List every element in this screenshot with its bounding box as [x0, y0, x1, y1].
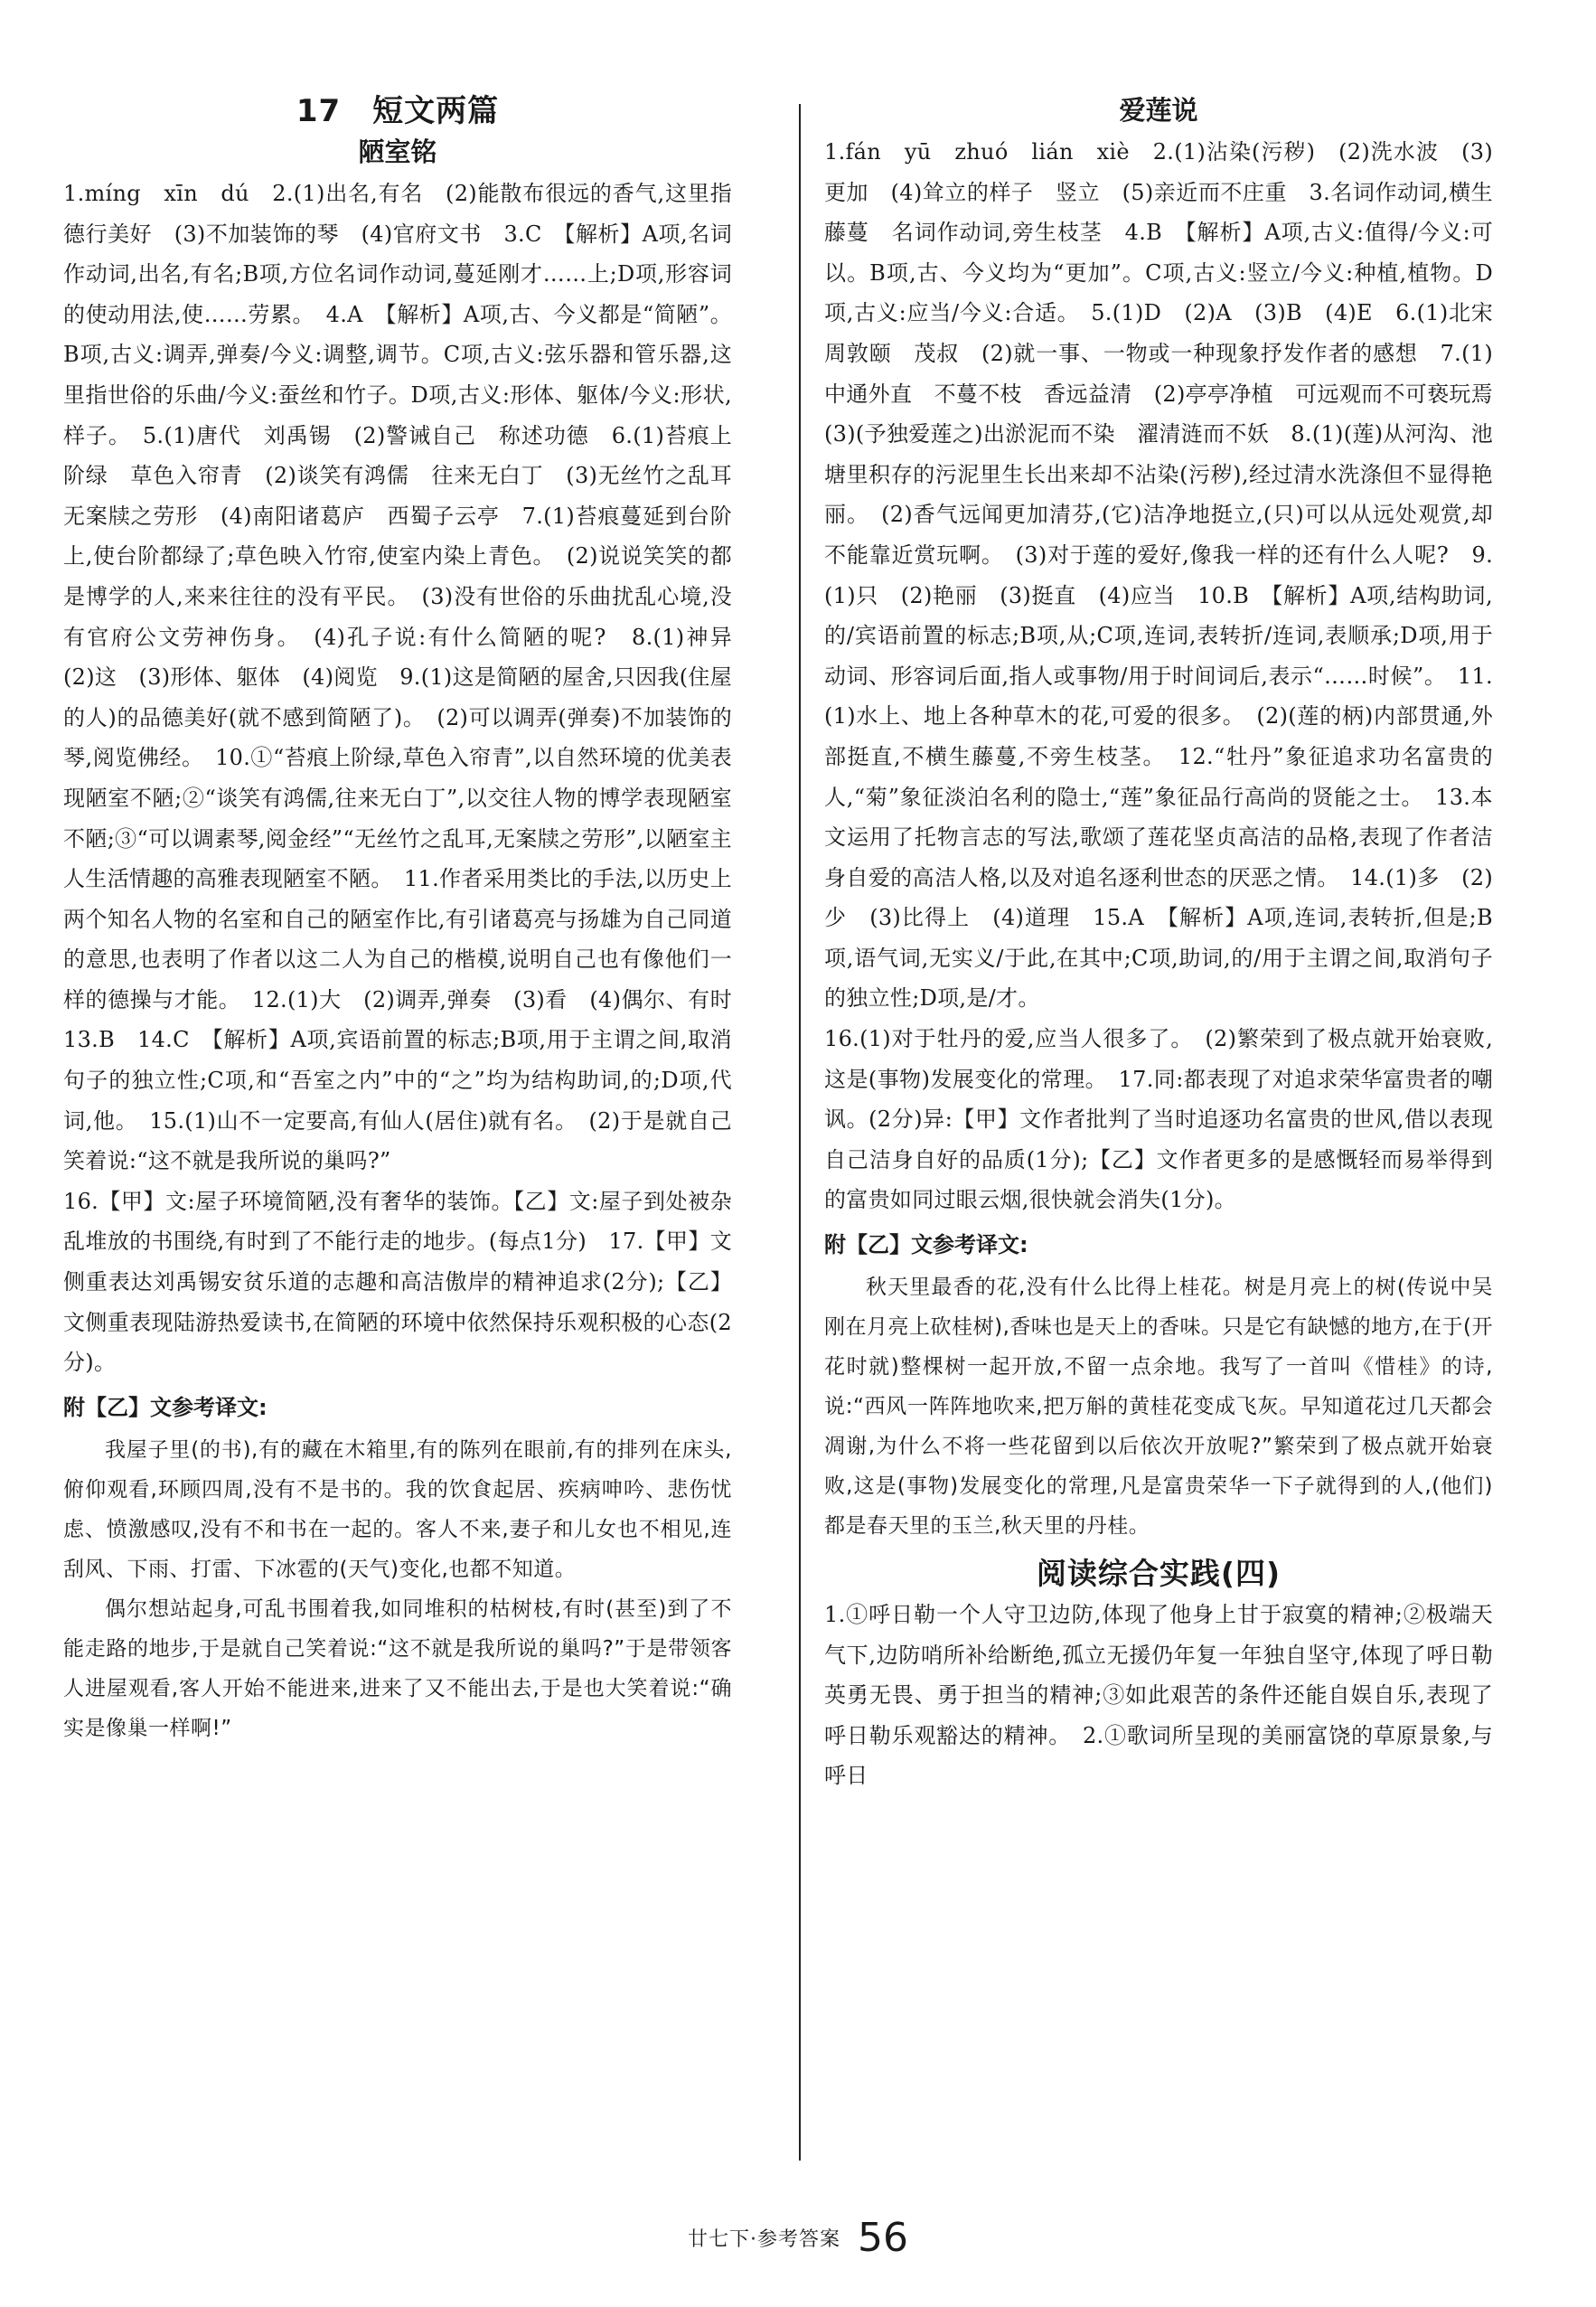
- translation-left-paragraph-1: 我屋子里(的书),有的藏在木箱里,有的陈列在眼前,有的排列在床头,俯仰观看,环顾四周,没有不是书的。我的饮食起居、疾病呻吟、悲伤忧虑、愤激感叹,没有不和书在一起的。客人不来,妻子和儿女也不相见,连刮风、下雨、打雷、下冰雹的(天气)变化,也都不知道。: [63, 1437, 732, 1581]
- page-footer: [0, 2215, 1596, 2261]
- column-divider: [799, 104, 801, 2161]
- lesson-title: 17 短文两篇: [296, 93, 500, 129]
- answers-ailianshuo-comparison: 16.(1)对于牡丹的爱,应当人很多了。 (2)繁荣到了极点就开始衰败,这是(事物)发展变化的常理。 17.同:都表现了对追求荣华富贵者的嘲讽。(2分)异:【甲】文作者批判了当时追逐功名富贵的世风,借以表现自己洁身自好的品质(1分);【乙】文作者更多的是感慨轻而易举得到的富贵如同过眼云烟,很快就会消失(1分)。: [824, 1026, 1493, 1213]
- page-number: 56: [858, 2215, 909, 2261]
- answers-reading-practice: 1.①呼日勒一个人守卫边防,体现了他身上甘于寂寞的精神;②极端天气下,边防哨所补给断绝,孤立无援仍年复一年独自坚守,体现了呼日勒英勇无畏、勇于担当的精神;③如此艰苦的条件还能自娱自乐,表现了呼日勒乐观豁达的精神。 2.①歌词所呈现的美丽富饶的草原景象,与呼日: [824, 1602, 1493, 1789]
- translation-heading-right: 附【乙】文参考译文:: [824, 1232, 1028, 1258]
- section-title-reading-practice: 阅读综合实践(四): [1036, 1556, 1281, 1592]
- translation-heading-left: 附【乙】文参考译文:: [63, 1394, 268, 1420]
- subtitle-loushiming: 陋室铭: [358, 137, 437, 167]
- translation-right-paragraph: 秋天里最香的花,没有什么比得上桂花。树是月亮上的树(传说中吴刚在月亮上砍桂树),香味也是天上的香味。只是它有缺憾的地方,在于(开花时就)整棵树一起开放,不留一点余地。我写了一首叫《惜桂》的诗,说:“西风一阵阵地吹来,把万斛的黄桂花变成飞灰。早知道花过几天都会凋谢,为什么不将一些花留到以后依次开放呢?”繁荣到了极点就开始衰败,这是(事物)发展变化的常理,凡是富贵荣华一下子就得到的人,(他们)都是春天里的玉兰,秋天里的丹桂。: [824, 1276, 1493, 1539]
- answers-ailianshuo: 1.fán yū zhuó lián xiè 2.(1)沾染(污秽) (2)洗水波 (3)更加 (4)耸立的样子 竖立 (5)亲近而不庄重 3.名词作动词,横生藤蔓 名词作动词,旁生枝茎 4.B 【解析】A项,古义:值得/今义:可以。B项,古、今义均为“更加”。C项,古义:竖立/今义:种植,植物。D项,古义:应当/今义:合适。 5.(1)D (2)A (3)B (4)E 6.(1)北宋 周敦颐 茂叔 (2)就一事、一物或一种现象抒发作者的感想 7.(1)中通外直 不蔓不枝 香远益清 (2)亭亭净植 可远观而不可亵玩焉 (3)(予独爱莲之)出淤泥而不染 濯清涟而不妖 8.(1)(莲)从河沟、池塘里积存的污泥里生长出来却不沾染(污秽),经过清水洗涤但不显得艳丽。 (2)香气远闻更加清芬,(它)洁净地挺立,(只)可以从远处观赏,却不能靠近赏玩啊。 (3)对于莲的爱好,像我一样的还有什么人呢? 9.(1)只 (2)艳丽 (3)挺直 (4)应当 10.B 【解析】A项,结构助词,的/宾语前置的标志;B项,从;C项,连词,表转折/连词,表顺承;D项,用于动词、形容词后面,指人或事物/用于时间词后,表示“……时候”。 11.(1)水上、地上各种草木的花,可爱的很多。 (2)(莲的柄)内部贯通,外部挺直,不横生藤蔓,不旁生枝茎。 12.“牡丹”象征追求功名富贵的人,“菊”象征淡泊名利的隐士,“莲”象征品行高尚的贤能之士。 13.本文运用了托物言志的写法,歌颂了莲花坚贞高洁的品格,表现了作者洁身自爱的高洁人格,以及对追名逐利世态的厌恶之情。 14.(1)多 (2)少 (3)比得上 (4)道理 15.A 【解析】A项,连词,表转折,但是;B项,语气词,无实义/于此,在其中;C项,助词,的/用于主谓之间,取消句子的独立性;D项,是/才。: [824, 139, 1516, 1012]
- left-column: [63, 90, 755, 2161]
- answers-loushiming-comparison: 16.【甲】文:屋子环境简陋,没有奢华的装饰。【乙】文:屋子到处被杂乱堆放的书围绕,有时到了不能行走的地步。(每点1分) 17.【甲】文侧重表达刘禹锡安贫乐道的志趣和高洁傲岸的精神追求(2分);【乙】文侧重表现陆游热爱读书,在简陋的环境中依然保持乐观积极的心态(2分)。: [63, 1188, 732, 1376]
- answers-loushiming: 1.míng xīn dú 2.(1)出名,有名 (2)能散布很远的香气,这里指德行美好 (3)不加装饰的琴 (4)官府文书 3.C 【解析】A项,名词作动词,出名,有名;B项,方位名词作动词,蔓延刚才……上;D项,形容词的使动用法,使……劳累。 4.A 【解析】A项,古、今义都是“简陋”。B项,古义:调弄,弹奏/今义:调整,调节。C项,古义:弦乐器和管乐器,这里指世俗的乐曲/今义:蚕丝和竹子。D项,古义:形体、躯体/今义:形状,样子。 5.(1)唐代 刘禹锡 (2)警诫自己 称述功德 6.(1)苔痕上阶绿 草色入帘青 (2)谈笑有鸿儒 往来无白丁 (3)无丝竹之乱耳 无案牍之劳形 (4)南阳诸葛庐 西蜀子云亭 7.(1)苔痕蔓延到台阶上,使台阶都绿了;草色映入竹帘,使室内染上青色。 (2)说说笑笑的都是博学的人,来来往往的没有平民。 (3)没有世俗的乐曲扰乱心境,没有官府公文劳神伤身。 (4)孔子说:有什么简陋的呢? 8.(1)神异 (2)这 (3)形体、躯体 (4)阅览 9.(1)这是简陋的屋舍,只因我(住屋的人)的品德美好(就不感到简陋了)。 (2)可以调弄(弹奏)不加装饰的琴,阅览佛经。 10.①“苔痕上阶绿,草色入帘青”,以自然环境的优美表现陋室不陋;②“谈笑有鸿儒,往来无白丁”,以交往人物的博学表现陋室不陋;③“可以调素琴,阅金经”“无丝竹之乱耳,无案牍之劳形”,以陋室主人生活情趣的高雅表现陋室不陋。 11.作者采用类比的手法,以历史上两个知名人物的名室和自己的陋室作比,有引诸葛亮与扬雄为自己同道的意思,也表明了作者以这二人为自己的楷模,说明自己也有像他们一样的德操与才能。 12.(1)大 (2)调弄,弹奏 (3)看 (4)偶尔、有时 13.B 14.C 【解析】A项,宾语前置的标志;B项,用于主谓之间,取消句子的独立性;C项,和“吾室之内”中的“之”均为结构助词,的;D项,代词,他。 15.(1)山不一定要高,有仙人(居住)就有名。 (2)于是就自己笑着说:“这不就是我所说的巢吗?”: [63, 181, 755, 1174]
- right-column: [824, 90, 1516, 2161]
- subtitle-ailianshuo: 爱莲说: [1119, 95, 1198, 126]
- translation-left-paragraph-2: 偶尔想站起身,可乱书围着我,如同堆积的枯树枝,有时(甚至)到了不能走路的地步,于是就自己笑着说:“这不就是我所说的巢吗?”于是带领客人进屋观看,客人开始不能进来,进来了又不能出去,于是也大笑着说:“确实是像巢一样啊!”: [63, 1596, 732, 1740]
- footer-label: 廿七下·参考答案: [687, 2228, 840, 2251]
